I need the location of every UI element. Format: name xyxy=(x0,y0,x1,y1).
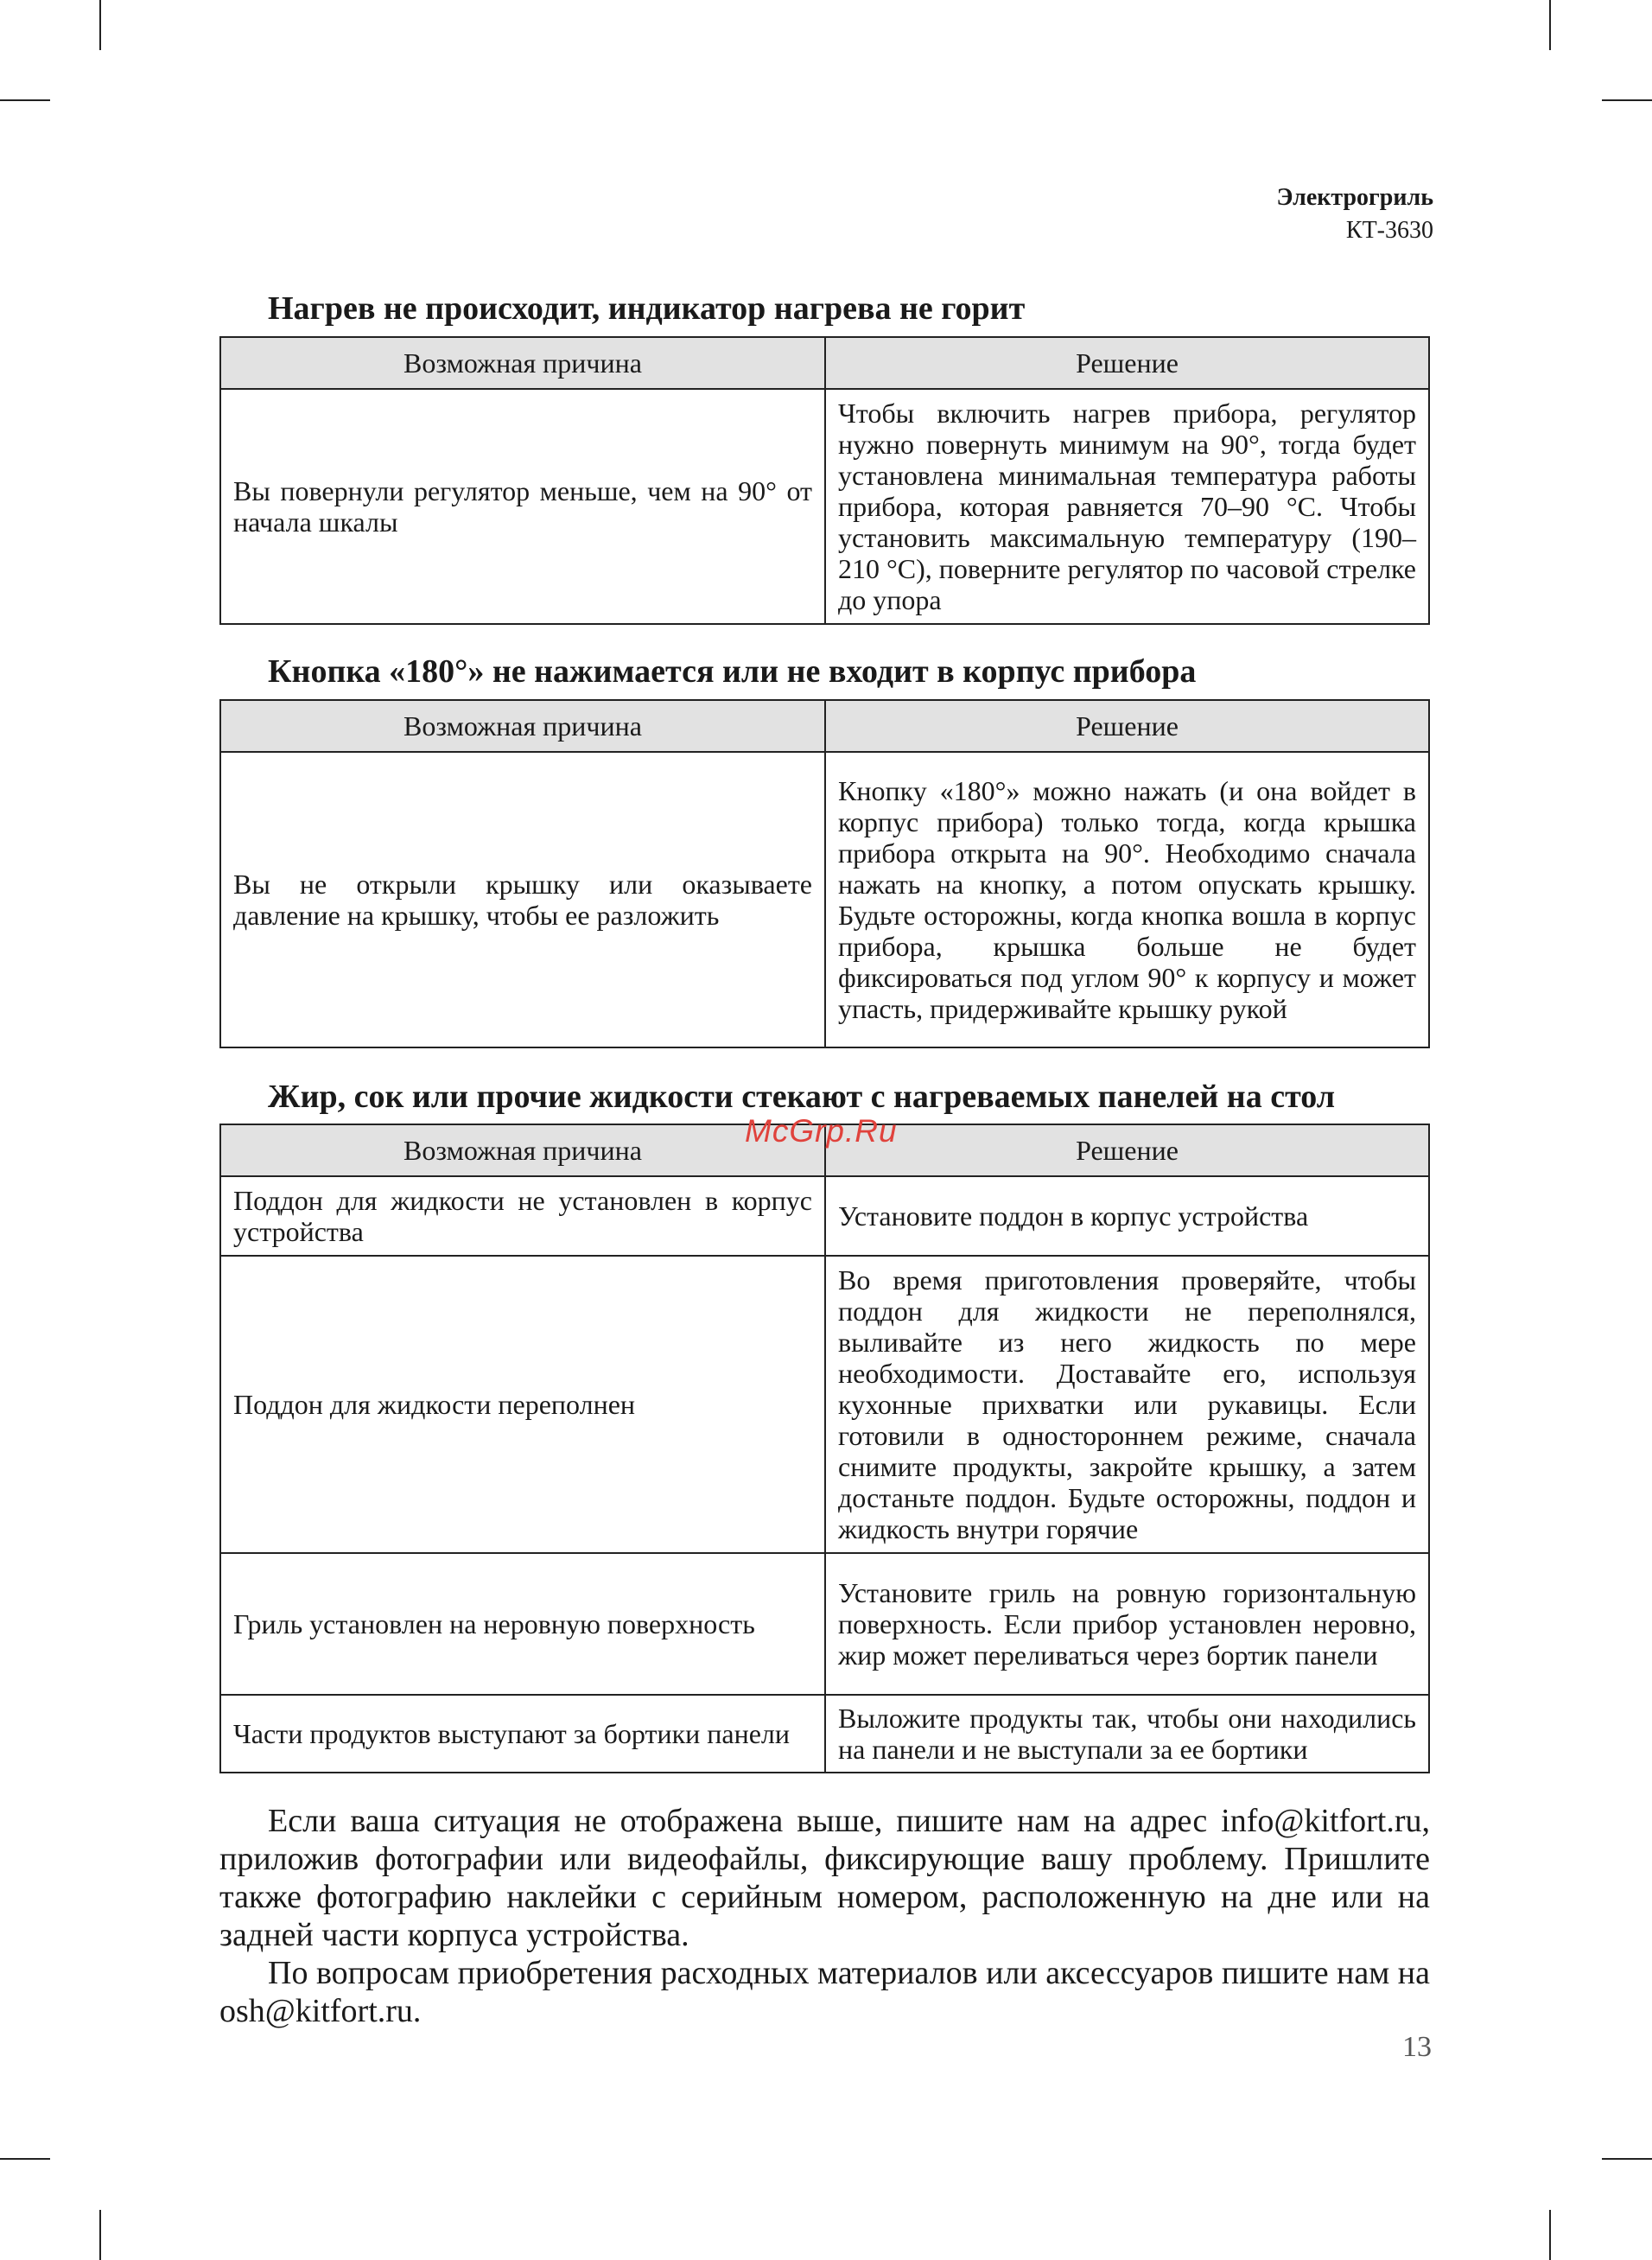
page-number: 13 xyxy=(1402,2031,1432,2063)
section-title: Кнопка «180°» не нажимается или не входит в корпус прибора xyxy=(268,653,1197,690)
crop-mark xyxy=(1602,2158,1652,2160)
crop-mark xyxy=(99,0,101,50)
column-header-cause: Возможная причина xyxy=(220,337,825,389)
cause-cell: Гриль установлен на неровную поверхность xyxy=(220,1553,825,1695)
page-header xyxy=(1277,181,1434,247)
troubleshooting-table xyxy=(219,1124,1430,1773)
contact-paragraph: Если ваша ситуация не отображена выше, пишите нам на адрес info@kitfort.ru, приложив фотографии или видеофайлы, фиксирующие вашу проблему. Пришлите также фотографию наклейки с серийным номером, расположенную на дне или на задней части корпуса устройства. xyxy=(219,1803,1430,1953)
cause-cell: Вы повернули регулятор меньше, чем на 90° от начала шкалы xyxy=(220,389,825,624)
table-row xyxy=(220,1553,1429,1695)
crop-mark xyxy=(1549,2210,1551,2260)
table-row xyxy=(220,389,1429,624)
crop-mark xyxy=(0,2158,50,2160)
solution-cell: Установите гриль на ровную горизонтальную поверхность. Если прибор установлен неровно, жир может переливаться через бортик панели xyxy=(825,1553,1429,1695)
cause-cell: Поддон для жидкости не установлен в корпус устройства xyxy=(220,1176,825,1256)
table-row xyxy=(220,1256,1429,1553)
contact-paragraphs xyxy=(219,1802,1430,2030)
product-name: Электрогриль xyxy=(1276,184,1433,211)
table-header-row xyxy=(220,700,1429,752)
column-header-solution: Решение xyxy=(825,700,1429,752)
troubleshooting-table xyxy=(219,699,1430,1048)
cause-cell: Поддон для жидкости переполнен xyxy=(220,1256,825,1553)
table-row xyxy=(220,1176,1429,1256)
column-header-cause: Возможная причина xyxy=(220,1124,825,1176)
table-row xyxy=(220,752,1429,1047)
section-title: Нагрев не происходит, индикатор нагрева не горит xyxy=(268,290,1026,327)
section-title: Жир, сок или прочие жидкости стекают с нагреваемых панелей на стол xyxy=(268,1079,1336,1115)
contact-paragraph: По вопросам приобретения расходных материалов или аксессуаров пишите нам на osh@kitfort.ru. xyxy=(219,1955,1431,2029)
solution-cell: Выложите продукты так, чтобы они находились на панели и не выступали за ее бортики xyxy=(825,1695,1429,1773)
model-number: КТ-3630 xyxy=(1345,217,1433,244)
column-header-solution: Решение xyxy=(825,1124,1429,1176)
crop-mark xyxy=(0,99,50,101)
crop-mark xyxy=(1602,99,1652,101)
troubleshooting-table xyxy=(219,336,1430,625)
cause-cell: Вы не открыли крышку или оказываете давление на крышку, чтобы ее разложить xyxy=(220,752,825,1047)
crop-mark xyxy=(1549,0,1551,50)
cause-cell: Части продуктов выступают за бортики панели xyxy=(220,1695,825,1773)
watermark: McGrp.Ru xyxy=(745,1113,898,1149)
table-row xyxy=(220,1695,1429,1773)
crop-mark xyxy=(99,2210,101,2260)
solution-cell: Кнопку «180°» можно нажать (и она войдет в корпус прибора) только тогда, когда крышка прибора открыта на 90°. Необходимо сначала нажать на кнопку, а потом опускать крышку. Будьте осторожны, когда кнопка вошла в корпус прибора, крышка больше не будет фиксироваться под углом 90° к корпусу и может упасть, придерживайте крышку рукой xyxy=(825,752,1429,1047)
solution-cell: Во время приготовления проверяйте, чтобы поддон для жидкости не переполнялся, выливайте из него жидкость по мере необходимости. Доставайте его, используя кухонные прихватки или рукавицы. Если готовили в одностороннем режиме, сначала снимите продукты, закройте крышку, а затем достаньте поддон. Будьте осторожны, поддон и жидкость внутри горячие xyxy=(825,1256,1429,1553)
solution-cell: Установите поддон в корпус устройства xyxy=(825,1176,1429,1256)
column-header-solution: Решение xyxy=(825,337,1429,389)
column-header-cause: Возможная причина xyxy=(220,700,825,752)
solution-cell: Чтобы включить нагрев прибора, регулятор нужно повернуть минимум на 90°, тогда будет установлена минимальная температура работы прибора, которая равняется 70–90 °С. Чтобы установить максимальную температуру (190–210 °С), поверните регулятор по часовой стрелке до упора xyxy=(825,389,1429,624)
table-header-row xyxy=(220,337,1429,389)
